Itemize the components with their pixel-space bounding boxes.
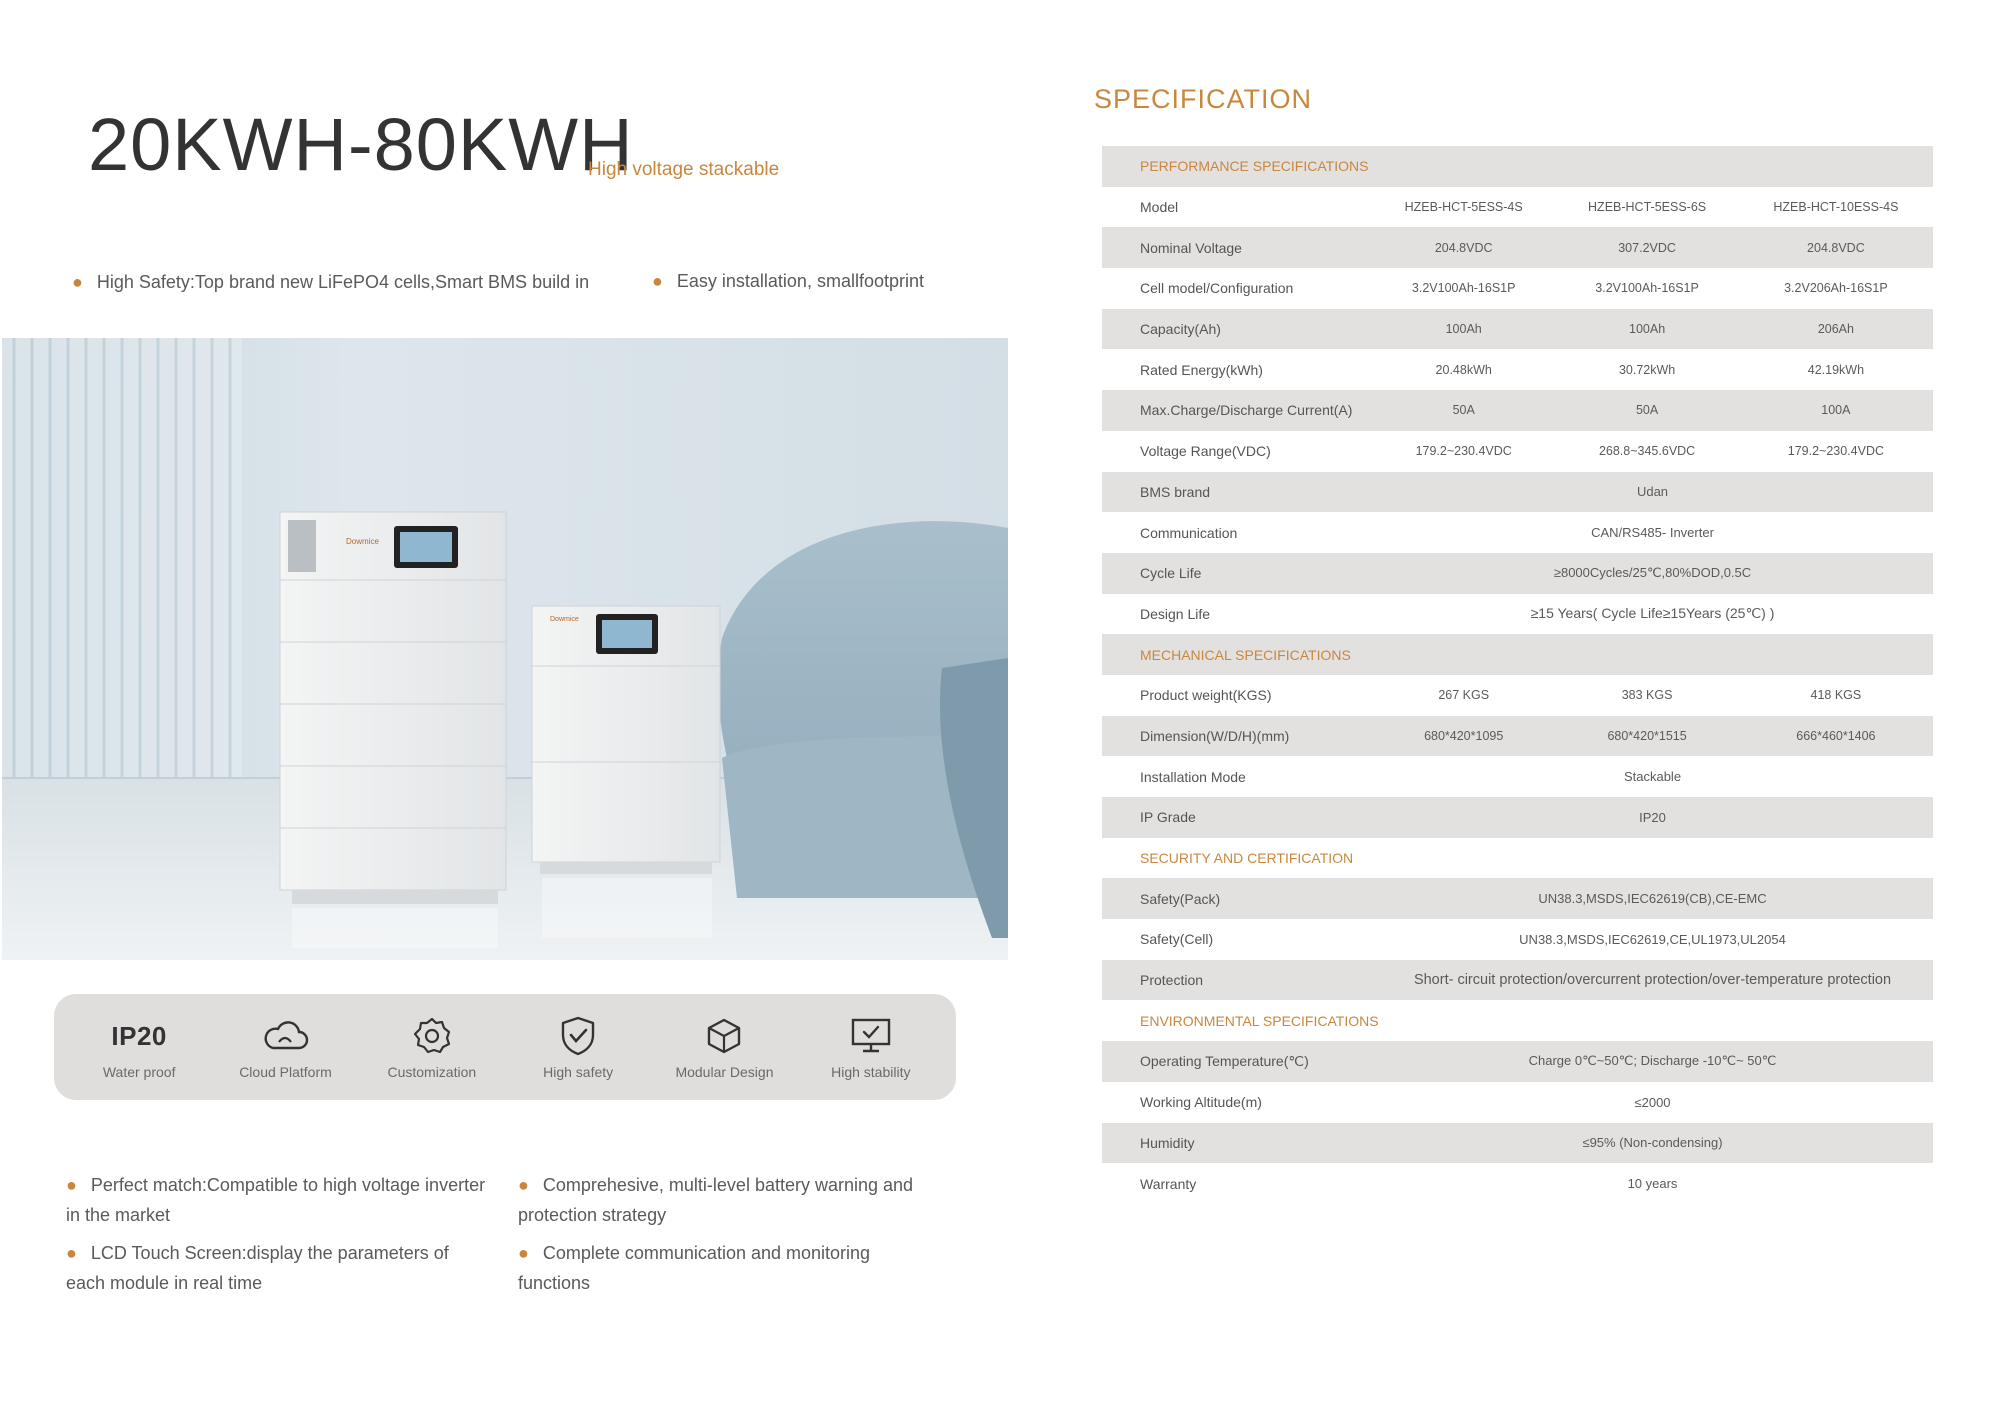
spec-row-bms-brand: BMS brand Udan — [1102, 472, 1933, 513]
feature-high-safety — [508, 1014, 648, 1080]
battery-cabinet-large — [280, 512, 506, 904]
feature-label: Cloud Platform — [239, 1064, 332, 1080]
feature-icon-bar — [54, 994, 956, 1100]
feature-high-stability — [801, 1014, 941, 1080]
spec-title: SPECIFICATION — [1094, 84, 1313, 114]
bullet-dot: ● — [518, 1175, 529, 1195]
feature-perfect-match: ● Perfect match:Compatible to high voltage inverter in the market — [66, 1175, 486, 1225]
section-header-security: SECURITY AND CERTIFICATION — [1140, 850, 1354, 867]
feature-cloud-platform — [215, 1014, 355, 1080]
section-header-performance: PERFORMANCE SPECIFICATIONS — [1102, 146, 1933, 187]
spec-row-cycle-life: Cycle Life ≥8000Cycles/25℃,80%DOD,0.5C — [1102, 553, 1933, 594]
spec-row-design-life: Design Life ≥15 Years( Cycle Life≥15Years (25℃) ) — [1140, 605, 1775, 622]
feature-modular-design — [654, 1014, 794, 1080]
spec-row-warranty: Warranty 10 years — [1140, 1175, 1678, 1192]
product-scene — [2, 338, 1008, 960]
spec-row-protection: Protection Short- circuit protection/overcurrent protection/over-temperature protection — [1102, 960, 1933, 1001]
bullet-dot: ● — [72, 272, 83, 292]
feature-label: Modular Design — [675, 1064, 774, 1080]
product-photo — [2, 338, 1008, 960]
svg-text:Dowmice: Dowmice — [346, 537, 379, 546]
section-header-mechanical: MECHANICAL SPECIFICATIONS — [1102, 634, 1933, 675]
feature-label: High safety — [543, 1064, 614, 1080]
bullet-dot: ● — [652, 271, 663, 291]
spec-table — [1102, 146, 1933, 1204]
spec-row-altitude: Working Altitude(m) ≤2000 — [1140, 1094, 1671, 1111]
sofa — [718, 521, 1008, 938]
spec-row-max-current: Max.Charge/Discharge Current(A) 50A 50A 100A — [1102, 390, 1933, 431]
feature-lcd-touch: ● LCD Touch Screen:display the parameters of each module in real time — [66, 1243, 449, 1293]
top-bullet-safety: ● High Safety:Top brand new LiFePO4 cells,Smart BMS build in — [72, 272, 590, 292]
curtain — [2, 338, 242, 798]
feature-label: Water proof — [102, 1064, 176, 1080]
spec-row-safety-cell: Safety(Cell) UN38.3,MSDS,IEC62619,CE,UL1973,UL2054 — [1140, 931, 1786, 948]
feature-water-proof — [69, 1014, 209, 1080]
bullet-dot: ● — [66, 1175, 77, 1195]
battery-cabinet-small — [532, 606, 720, 874]
spec-row-rated-energy: Rated Energy(kWh) 20.48kWh 30.72kWh 42.19kWh — [1140, 361, 1865, 378]
feature-communication: ● Complete communication and monitoring functions — [518, 1243, 871, 1293]
section-header-environmental: ENVIRONMENTAL SPECIFICATIONS — [1140, 1012, 1379, 1029]
page-subtitle: High voltage stackable — [588, 159, 780, 180]
monitor-check-icon — [850, 1017, 892, 1055]
spec-row-dimension: Dimension(W/D/H)(mm) 680*420*1095 680*420*1515 666*460*1406 — [1102, 716, 1933, 757]
page-title: 20KWH-80KWH — [88, 103, 634, 186]
bullet-dot: ● — [518, 1243, 529, 1263]
svg-text:Dowmice: Dowmice — [550, 616, 579, 623]
cloud-icon — [261, 1018, 309, 1054]
feature-customization — [362, 1014, 502, 1080]
shield-check-icon — [559, 1015, 597, 1057]
spec-row-cell-model: Cell model/Configuration 3.2V100Ah-16S1P 3.2V100Ah-16S1P 3.2V206Ah-16S1P — [1140, 280, 1888, 297]
bullet-dot: ● — [66, 1243, 77, 1263]
spec-row-model: Model HZEB-HCT-5ESS-4S HZEB-HCT-5ESS-6S HZEB-HCT-10ESS-4S — [1140, 199, 1899, 216]
spec-row-weight: Product weight(KGS) 267 KGS 383 KGS 418 KGS — [1140, 687, 1862, 704]
feature-battery-warning: ● Comprehesive, multi-level battery warning and protection strategy — [518, 1175, 914, 1225]
feature-label: High stability — [831, 1064, 911, 1080]
spec-row-operating-temp: Operating Temperature(℃) Charge 0℃~50℃; Discharge -10℃~ 50℃ — [1102, 1041, 1933, 1082]
cube-icon — [705, 1017, 743, 1055]
spec-row-installation: Installation Mode Stackable — [1140, 768, 1682, 785]
spec-row-humidity: Humidity ≤95% (Non-condensing) — [1102, 1123, 1933, 1164]
spec-row-voltage-range: Voltage Range(VDC) 179.2~230.4VDC 268.8~345.6VDC 179.2~230.4VDC — [1140, 443, 1885, 460]
gear-icon — [412, 1016, 452, 1056]
spec-row-safety-pack: Safety(Pack) UN38.3,MSDS,IEC62619(CB),CE-EMC — [1102, 878, 1933, 919]
feature-label: Customization — [387, 1064, 477, 1080]
ip20-text-icon: IP20 — [111, 1020, 167, 1051]
spec-row-nominal-voltage: Nominal Voltage 204.8VDC 307.2VDC 204.8VDC — [1102, 227, 1933, 268]
top-bullet-installation: ● Easy installation, smallfootprint — [652, 271, 924, 291]
spec-row-communication: Communication CAN/RS485- Inverter — [1140, 524, 1714, 541]
spec-row-ip-grade: IP Grade IP20 — [1102, 797, 1933, 838]
spec-row-capacity: Capacity(Ah) 100Ah 100Ah 206Ah — [1102, 309, 1933, 350]
